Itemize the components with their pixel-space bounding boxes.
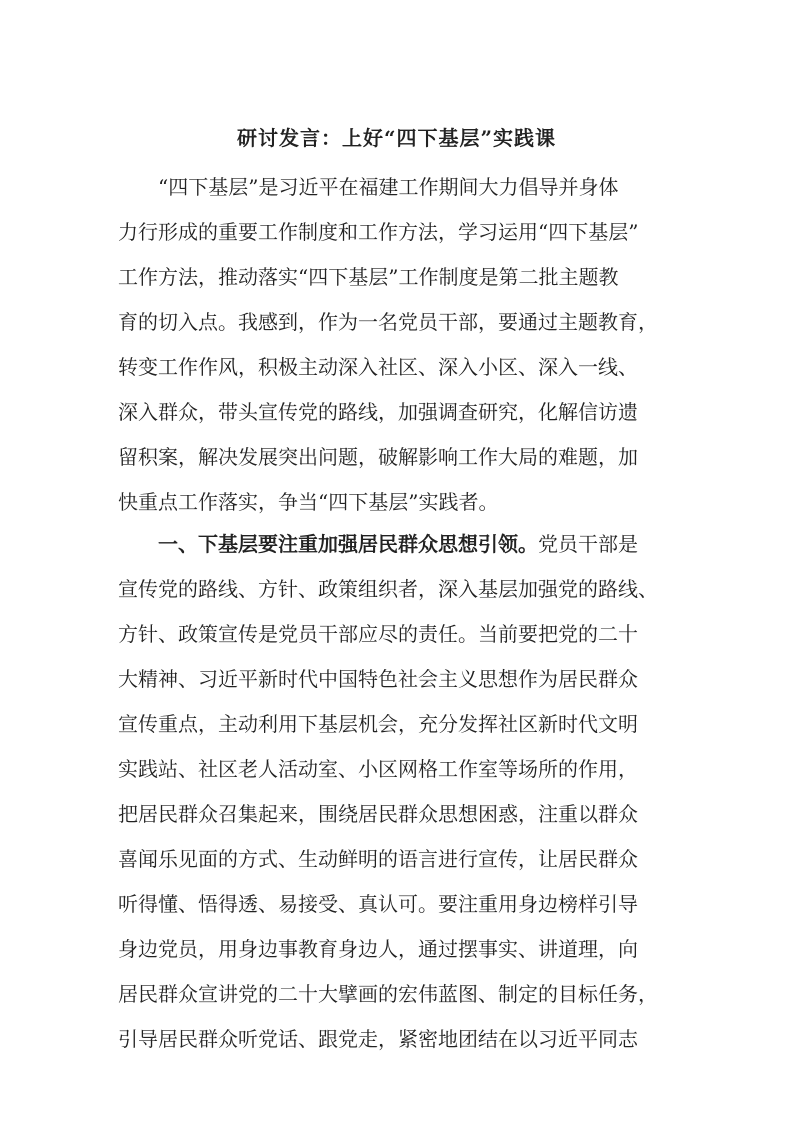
paragraph-2-first-line-rest: 党员干部是 bbox=[538, 532, 638, 556]
paragraph-1-line: 转变工作作风，积极主动深入社区、深入小区、深入一线、 bbox=[118, 355, 638, 379]
paragraph-2-line: 大精神、习近平新时代中国特色社会主义思想作为居民群众 bbox=[118, 667, 638, 691]
paragraph-2-line: 把居民群众召集起来，围绕居民群众思想困惑，注重以群众 bbox=[118, 802, 638, 826]
paragraph-1-line: 留积案，解决发展突出问题，破解影响工作大局的难题，加 bbox=[118, 445, 638, 469]
paragraph-2-line: 喜闻乐见面的方式、生动鲜明的语言进行宣传，让居民群众 bbox=[118, 847, 638, 871]
document-title: 研讨发言：上好“四下基层”实践课 bbox=[236, 126, 556, 150]
paragraph-2-line: 方针、政策宣传是党员干部应尽的责任。当前要把党的二十 bbox=[118, 622, 638, 646]
paragraph-2-line: 宣传重点，主动利用下基层机会，充分发挥社区新时代文明 bbox=[118, 712, 638, 736]
paragraph-2-line: 引导居民群众听党话、跟党走，紧密地团结在以习近平同志 bbox=[118, 1027, 638, 1051]
paragraph-2-line: 身边党员，用身边事教育身边人，通过摆事实、讲道理，向 bbox=[118, 937, 638, 961]
paragraph-1-line: 深入群众，带头宣传党的路线，加强调查研究，化解信访遗 bbox=[118, 400, 638, 424]
paragraph-1-line: 快重点工作落实，争当“四下基层”实践者。 bbox=[118, 490, 499, 514]
paragraph-1-line: 力行形成的重要工作制度和工作方法，学习运用“四下基层” bbox=[118, 220, 639, 244]
paragraph-2-line: 居民群众宣讲党的二十大擘画的宏伟蓝图、制定的目标任务， bbox=[118, 982, 658, 1006]
paragraph-2-first-line bbox=[158, 529, 638, 559]
paragraph-1-line: 工作方法，推动落实“四下基层”工作制度是第二批主题教 bbox=[118, 265, 619, 289]
paragraph-2-line: 实践站、社区老人活动室、小区网格工作室等场所的作用， bbox=[118, 757, 638, 781]
paragraph-1-line: 育的切入点。我感到，作为一名党员干部，要通过主题教育， bbox=[118, 310, 658, 334]
section-heading: 一、下基层要注重加强居民群众思想引领。 bbox=[158, 532, 538, 556]
paragraph-2-line: 宣传党的路线、方针、政策组织者，深入基层加强党的路线、 bbox=[118, 577, 658, 601]
paragraph-1-line: “四下基层”是习近平在福建工作期间大力倡导并身体 bbox=[158, 175, 619, 199]
paragraph-2-line: 听得懂、悟得透、易接受、真认可。要注重用身边榜样引导 bbox=[118, 892, 638, 916]
